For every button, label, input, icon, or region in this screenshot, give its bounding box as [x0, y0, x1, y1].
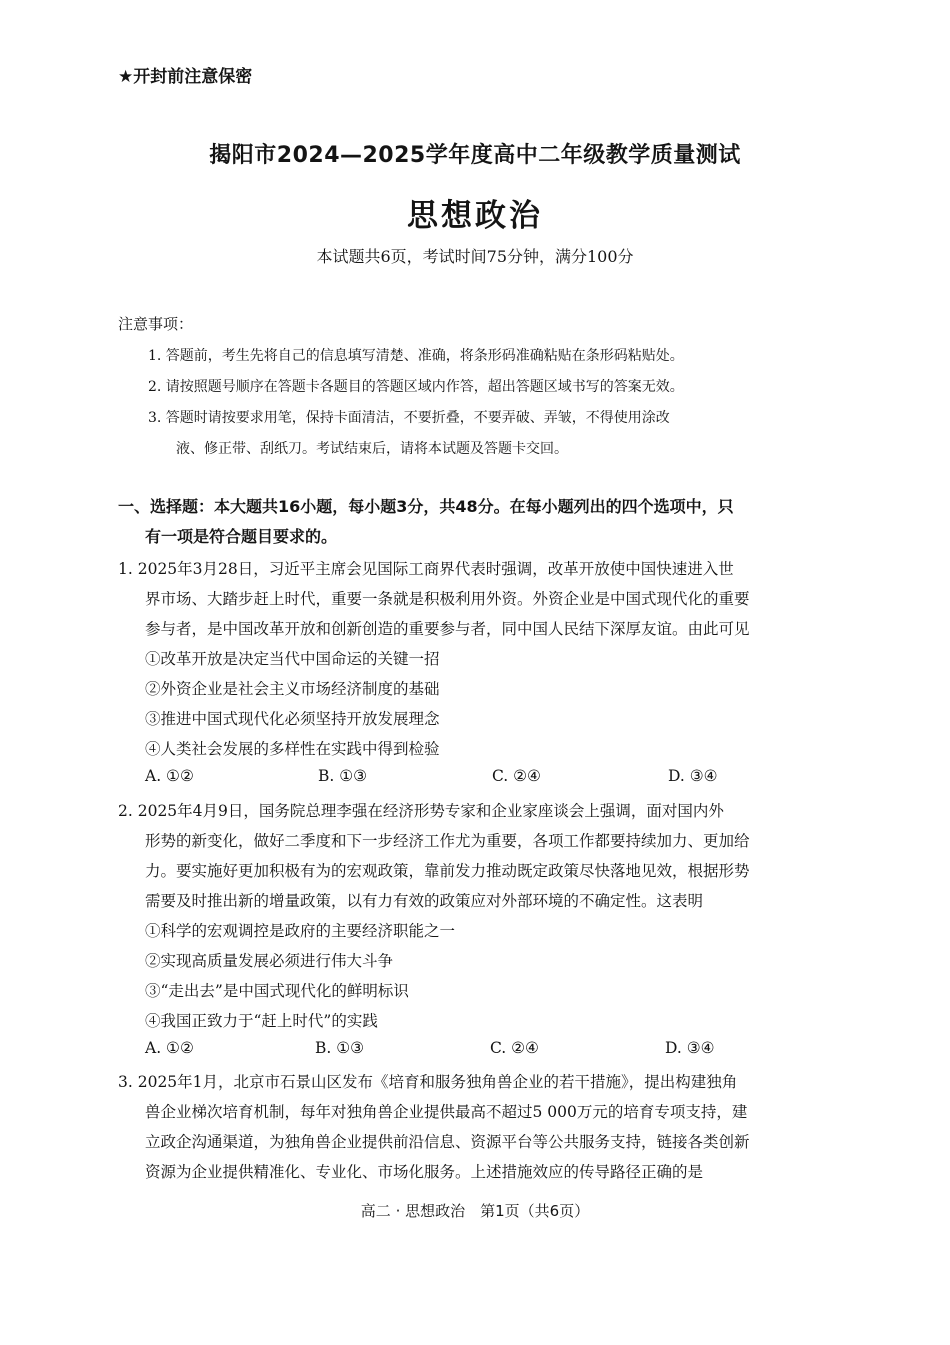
q3-line: 3. 2025年1月，北京市石景山区发布《培育和服务独角兽企业的若干措施》，提出构建独角: [118, 1073, 738, 1091]
section-heading: 一、选择题：本大题共16小题，每小题3分，共48分。在每小题列出的四个选项中，只: [118, 497, 734, 516]
q3-line: 兽企业梯次培育机制，每年对独角兽企业提供最高不超过5 000万元的培育专项支持，建: [145, 1103, 748, 1121]
exam-title: 揭阳市2024—2025学年度高中二年级教学质量测试: [209, 143, 741, 168]
subject-title: 思想政治: [407, 198, 543, 234]
q1-statement: ①改革开放是决定当代中国命运的关键一招: [145, 650, 440, 668]
section-heading-cont: 有一项是符合题目要求的。: [145, 527, 338, 546]
q3-line: 资源为企业提供精准化、专业化、市场化服务。上述措施效应的传导路径正确的是: [145, 1163, 704, 1181]
q2-statement: ①科学的宏观调控是政府的主要经济职能之一: [145, 922, 456, 940]
q2-line: 2. 2025年4月9日，国务院总理李强在经济形势专家和企业家座谈会上强调，面对国内外: [118, 802, 724, 820]
note-item-3: 3. 答题时请按要求用笔，保持卡面清洁，不要折叠，不要弄破、弄皱，不得使用涂改: [148, 410, 670, 426]
q2-option-d: D. ③④: [665, 1039, 715, 1057]
note-item-1: 1. 答题前，考生先将自己的信息填写清楚、准确，将条形码准确粘贴在条形码粘贴处。: [148, 348, 684, 364]
q2-line: 形势的新变化，做好二季度和下一步经济工作尤为重要，各项工作都要持续加力、更加给: [145, 832, 750, 850]
exam-info: 本试题共6页，考试时间75分钟，满分100分: [316, 247, 634, 266]
q1-statement: ④人类社会发展的多样性在实践中得到检验: [145, 740, 440, 758]
q1-statement: ③推进中国式现代化必须坚持开放发展理念: [145, 710, 440, 728]
note-item-3-cont: 液、修正带、刮纸刀。考试结束后，请将本试题及答题卡交回。: [176, 441, 568, 457]
q1-option-d: D. ③④: [668, 767, 718, 785]
notes-heading: 注意事项：: [118, 315, 194, 333]
q1-line: 参与者，是中国改革开放和创新创造的重要参与者，同中国人民结下深厚友谊。由此可见: [145, 620, 750, 638]
q1-statement: ②外资企业是社会主义市场经济制度的基础: [145, 680, 440, 698]
page-footer: 高二 · 思想政治 第1页（共6页）: [360, 1202, 590, 1220]
q2-line: 力。要实施好更加积极有为的宏观政策，靠前发力推动既定政策尽快落地见效，根据形势: [145, 862, 750, 880]
q2-statement: ④我国正致力于“赶上时代”的实践: [145, 1012, 378, 1030]
q3-line: 立政企沟通渠道，为独角兽企业提供前沿信息、资源平台等公共服务支持，链接各类创新: [145, 1133, 750, 1151]
note-item-2: 2. 请按照题号顺序在答题卡各题目的答题区域内作答，超出答题区域书写的答案无效。: [148, 379, 684, 395]
q1-line: 界市场、大踏步赶上时代，重要一条就是积极利用外资。外资企业是中国式现代化的重要: [145, 590, 750, 608]
q2-option-a: A. ①②: [145, 1039, 194, 1057]
q2-line: 需要及时推出新的增量政策，以有力有效的政策应对外部环境的不确定性。这表明: [145, 892, 704, 910]
q2-statement: ②实现高质量发展必须进行伟大斗争: [145, 952, 394, 970]
q1-line: 1. 2025年3月28日，习近平主席会见国际工商界代表时强调，改革开放使中国快速进入世: [118, 560, 734, 578]
q2-option-b: B. ①③: [315, 1039, 365, 1057]
q1-option-b: B. ①③: [318, 767, 368, 785]
confidential-note: ★开封前注意保密: [118, 67, 253, 87]
q2-option-c: C. ②④: [490, 1039, 539, 1057]
q2-statement: ③“走出去”是中国式现代化的鲜明标识: [145, 982, 409, 1000]
q1-option-a: A. ①②: [145, 767, 194, 785]
q1-option-c: C. ②④: [492, 767, 541, 785]
